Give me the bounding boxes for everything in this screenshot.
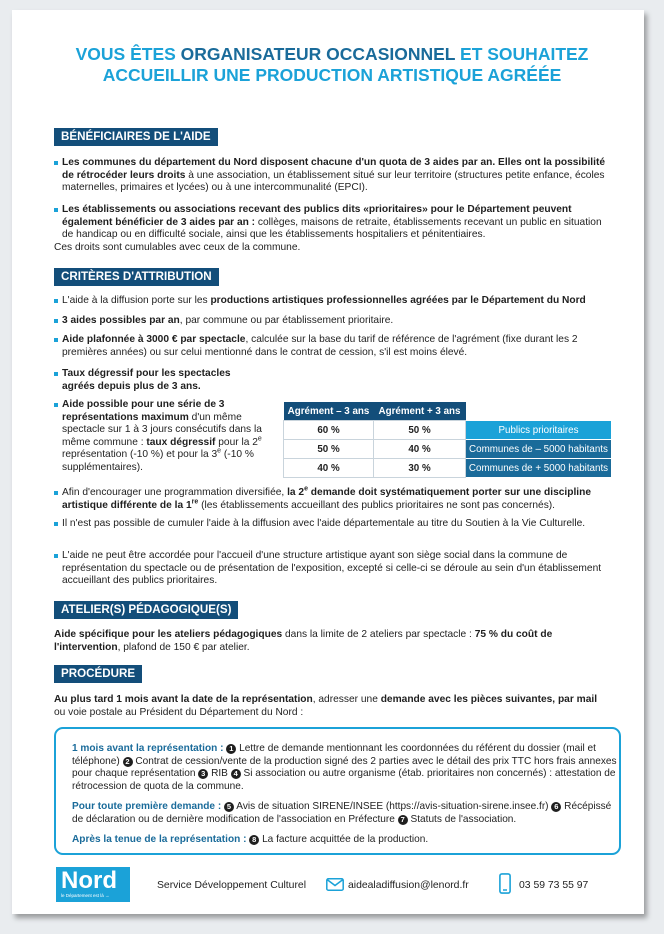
bullet-bold: Aide possible pour une série de 3 représentations maximum xyxy=(62,399,225,423)
text-part: ou voie postale au Président du Département du Nord : xyxy=(54,706,304,718)
rate-table-header xyxy=(284,402,612,421)
bullet-taux-degressif xyxy=(54,368,276,393)
rate-cell: 50 % xyxy=(284,440,374,459)
box-label: Après la tenue de la représentation : xyxy=(72,834,247,845)
sup: re xyxy=(191,498,199,506)
box-text: Statuts de l'association. xyxy=(407,813,517,825)
box-text: Si association ou autre organisme (étab. prioritaires non concernés) : attestation de rétrocession de quota de la commune. xyxy=(72,768,616,793)
box-paragraph-2 xyxy=(72,801,617,826)
bullet-plafond xyxy=(54,334,611,359)
bullet-communes xyxy=(54,157,611,195)
box-paragraph-1 xyxy=(72,743,617,794)
box-text: Récépissé de déclaration ou de dernière modification de l'association en Préfecture xyxy=(72,801,612,825)
nord-logo xyxy=(56,867,130,902)
number-badge: 3 xyxy=(198,769,208,779)
section-heading-procedure: PROCÉDURE xyxy=(54,665,142,683)
bold-part: 75 % du coût de l'intervention xyxy=(54,629,553,653)
bullet-3-aides xyxy=(54,315,611,328)
col-header: Agrément – 3 ans xyxy=(284,402,374,421)
bold-part: Au plus tard 1 mois avant la date de la représentation xyxy=(54,694,313,705)
bullet-text: Afin d'encourager une programmation diversifiée, xyxy=(62,487,288,498)
bullet-cumul: Il n'est pas possible de cumuler l'aide à la diffusion avec l'aide départementale au titre du Soutien à la Vie Culturelle. xyxy=(54,518,611,531)
footer-phone[interactable]: 03 59 73 55 97 xyxy=(519,880,589,891)
number-badge: 7 xyxy=(398,815,408,825)
bullet-bold: Les établissements ou associations recevant des publics dits «prioritaires» pour le Département peuvent également bénéficier de 3 aides par an : xyxy=(62,204,572,228)
rate-cell: 60 % xyxy=(284,421,374,440)
sup: e xyxy=(217,447,222,455)
rate-cell: 50 % xyxy=(374,421,466,440)
phone-icon xyxy=(499,873,511,894)
number-badge: 8 xyxy=(249,835,259,845)
number-badge: 2 xyxy=(123,757,133,767)
number-badge: 6 xyxy=(551,802,561,812)
footer-service: Service Développement Culturel xyxy=(157,880,307,891)
rate-cell: 40 % xyxy=(374,440,466,459)
sup: e xyxy=(304,485,308,493)
table-row xyxy=(284,440,612,459)
col-header: Agrément + 3 ans xyxy=(374,402,466,421)
section-heading-criteres: CRITÈRES D'ATTRIBUTION xyxy=(54,268,219,286)
bold-part: demande avec les pièces suivantes, par mail xyxy=(380,694,598,705)
bold-part: la 2 xyxy=(287,487,305,498)
row-label: Publics prioritaires xyxy=(466,421,612,440)
section-heading-atelier: ATELIER(S) PÉDAGOGIQUE(S) xyxy=(54,601,238,619)
atelier-text xyxy=(54,629,611,654)
title-part: VOUS ÊTES xyxy=(75,44,181,64)
bullet-bold: Aide plafonnée à 3000 € par spectacle xyxy=(62,334,246,345)
envelope-icon xyxy=(326,878,344,891)
bullet-productions xyxy=(54,295,611,308)
box-label: 1 mois avant la représentation : xyxy=(72,743,224,754)
cumulable-note: Ces droits sont cumulables avec ceux de la commune. xyxy=(54,242,301,253)
title-part-strong: ORGANISATEUR OCCASIONNEL xyxy=(180,44,456,64)
number-badge: 5 xyxy=(224,802,234,812)
bullet-text: à une association, un établissement situé sur leur territoire (structures petite enfance, écoles maternelles, primaires et lycées) ou à une intercommunalité (EPCI). xyxy=(62,169,605,194)
rate-table xyxy=(283,402,612,478)
bullet-text: représentation (-10 %) et pour la 3 xyxy=(62,449,218,461)
bullet-bold: 3 aides possibles par an xyxy=(62,315,180,326)
bullet-diversifiee xyxy=(54,487,611,512)
bullet-text: , par commune ou par établissement prioritaire. xyxy=(179,315,394,326)
text-part: dans la limite de 2 ateliers par spectacle : xyxy=(282,629,475,640)
number-badge: 1 xyxy=(226,744,236,754)
procedure-intro xyxy=(54,694,611,719)
bullet-bold: Taux dégressif pour les spectacles xyxy=(62,368,231,379)
number-badge: 4 xyxy=(231,769,241,779)
text-part: , adresser une xyxy=(312,694,381,705)
table-row xyxy=(284,459,612,478)
bullet-siege: L'aide ne peut être accordée pour l'accueil d'une structure artistique ayant son siège social dans la commune de représentation du spectacle ou de présentation de l'exposition, excepté si celle-ci se déroule au sein d'un établissement accueillant des publics prioritaires. xyxy=(54,550,611,588)
bullet-text: collèges, maisons de retraite, établissements recevant un public en situation de handicap ou en difficulté sociale, ainsi que les établissements hospitaliers et pénitentiaires. xyxy=(62,216,602,241)
bold-part: Aide spécifique pour les ateliers pédagogiques xyxy=(54,629,283,640)
box-text: Lettre de demande mentionnant les coordonnées du référent du dossier (mail et téléphone) xyxy=(72,743,596,767)
bullet-bold: agréés depuis plus de 3 ans. xyxy=(62,380,201,392)
sup: e xyxy=(257,435,262,443)
rate-cell: 30 % xyxy=(374,459,466,478)
box-paragraph-3 xyxy=(72,834,617,847)
bullet-bold: productions artistiques professionnelles agréées par le Département du Nord xyxy=(210,295,586,306)
box-text: La facture acquittée de la production. xyxy=(259,834,429,845)
bullet-bold: taux dégressif xyxy=(146,436,216,448)
bullet-bold: Les communes du département du Nord disposent chacune d'un quota de 3 aides par an. Elles ont la possibilité de rétrocéder leurs droits xyxy=(62,157,606,181)
row-label: Communes de – 5000 habitants xyxy=(466,440,612,459)
logo-tagline: le Département est là → xyxy=(61,893,110,898)
box-text: RIB xyxy=(208,768,231,780)
table-row xyxy=(284,421,612,440)
bullet-text: d'un même spectacle sur 1 à 3 jours consécutifs dans la même commune : xyxy=(62,411,262,448)
box-text: Contrat de cession/vente de la production signé des 2 parties avec le détail des prix TTC hors frais annexes pour chaque représentation xyxy=(72,755,617,780)
title-line-2: ACCUEILLIR UNE PRODUCTION ARTISTIQUE AGRÉÉE xyxy=(102,65,562,85)
rate-cell: 40 % xyxy=(284,459,374,478)
bullet-text: (-10 % supplémentaires). xyxy=(62,449,254,473)
page-title xyxy=(0,44,664,86)
row-label: Communes de + 5000 habitants xyxy=(466,459,612,478)
bullet-text: L'aide à la diffusion porte sur les xyxy=(62,295,211,306)
box-label: Pour toute première demande : xyxy=(72,801,222,812)
title-part: ET SOUHAITEZ xyxy=(455,44,589,64)
box-text: Avis de situation SIRENE/INSEE (https://avis-situation-sirene.insee.fr) xyxy=(234,801,552,812)
bullet-serie xyxy=(54,399,276,475)
text-part: , plafond de 150 € par atelier. xyxy=(117,641,250,653)
bullet-text: pour la 2 xyxy=(215,436,258,448)
title-line-1 xyxy=(0,44,664,65)
bullet-text: (les établissements accueillant des publics prioritaires ne sont pas concernés). xyxy=(198,499,556,511)
bullet-etablissements xyxy=(54,204,611,242)
bold-part: demande doit systématiquement porter sur une discipline artistique différente de la 1 xyxy=(62,487,592,511)
footer-email[interactable]: aidealadiffusion@lenord.fr xyxy=(348,880,469,891)
logo-word: Nord xyxy=(61,867,117,894)
section-heading-beneficiaires: BÉNÉFICIAIRES DE L'AIDE xyxy=(54,128,218,146)
bullet-text: , calculée sur la base du tarif de référence de l'agrément (fixe durant les 2 premières années) ou sur celui mentionné dans le contrat de cession, s'il est moins élevé. xyxy=(62,334,578,358)
